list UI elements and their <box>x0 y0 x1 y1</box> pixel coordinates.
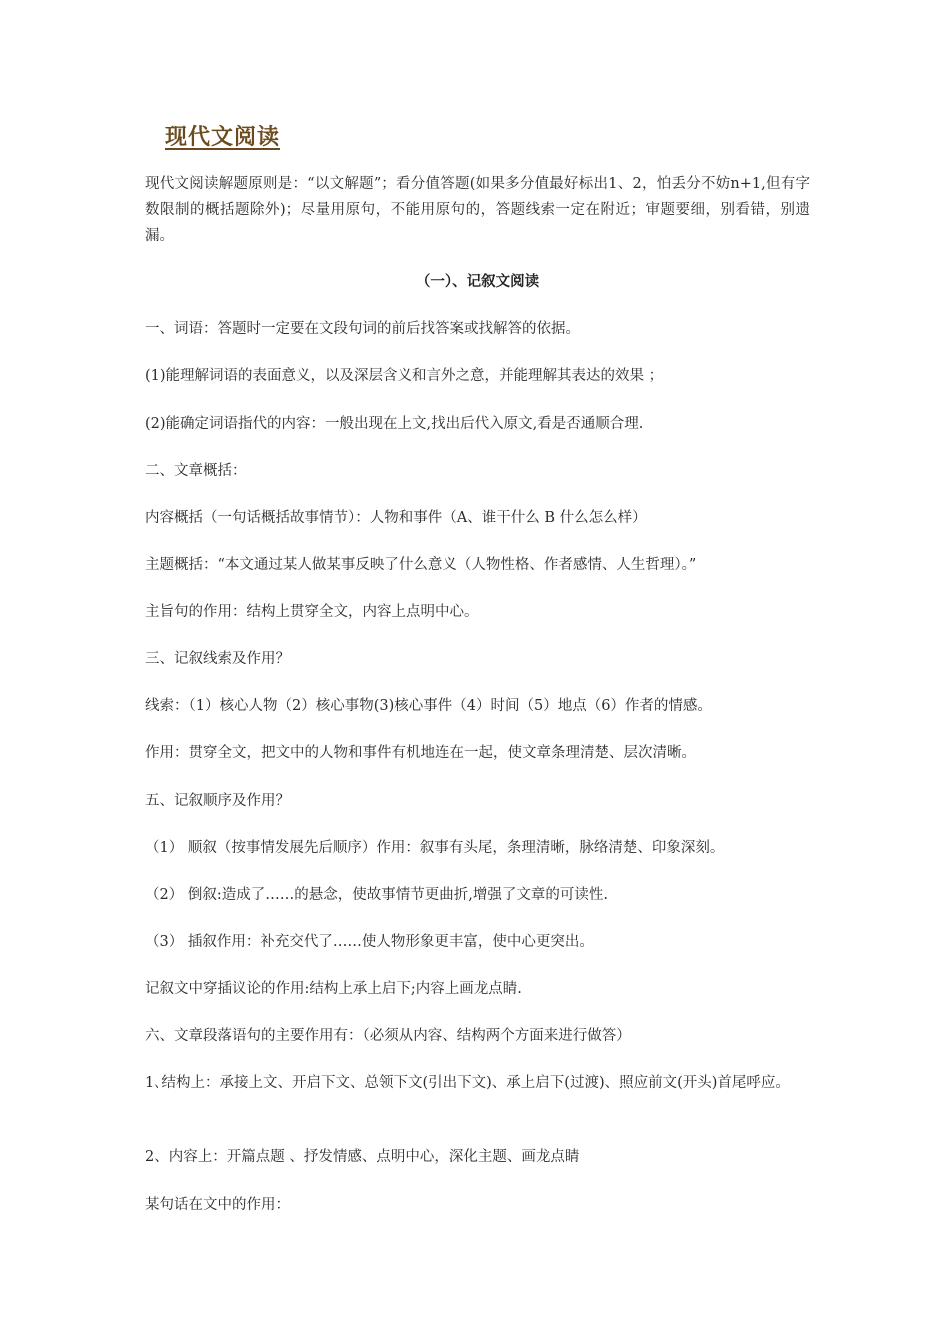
paragraph-line: 线索：（1）核心人物（2）核心事物(3)核心事件（4）时间（5）地点（6）作者的情感。 <box>145 698 712 714</box>
paragraph-line: 五、记叙顺序及作用？ <box>145 793 290 809</box>
paragraph-line: 六、文章段落语句的主要作用有：（必须从内容、结构两个方面来进行做答） <box>145 1028 631 1044</box>
paragraph-line: （3） 插叙作用：补充交代了……使人物形象更丰富，使中心更突出。 <box>145 934 594 950</box>
paragraph-line: 一、词语：答题时一定要在文段句词的前后找答案或找解答的依据。 <box>145 321 580 337</box>
paragraph-line: 记叙文中穿插议论的作用:结构上承上启下;内容上画龙点睛. <box>145 981 522 997</box>
paragraph-line: (2)能确定词语指代的内容：一般出现在上文,找出后代入原文,看是否通顺合理. <box>145 416 644 432</box>
paragraph-line: 主旨句的作用：结构上贯穿全文，内容上点明中心。 <box>145 604 479 620</box>
page-title: 现代文阅读 <box>165 125 281 150</box>
paragraph-line: 1､结构上：承接上文、开启下文、总领下文(引出下文)、承上启下(过渡)、照应前文(开头)首尾呼应。 <box>145 1075 790 1091</box>
paragraph-line: （2） 倒叙:造成了……的悬念，使故事情节更曲折,增强了文章的可读性. <box>145 887 608 903</box>
paragraph-line: （1） 顺叙（按事情发展先后顺序）作用：叙事有头尾，条理清晰，脉络清楚、印象深刻。 <box>145 840 725 856</box>
paragraph-line: (1)能理解词语的表面意义，以及深层含义和言外之意，并能理解其表达的效果 ； <box>145 368 664 384</box>
paragraph-line: 内容概括（一句话概括故事情节）：人物和事件（A、谁干什么 B 什么怎么样） <box>145 510 647 526</box>
intro-paragraph: 现代文阅读解题原则是：“以文解题”；看分值答题(如果多分值最好标出1、2，怕丢分不妨n+1,但有字数限制的概括题除外)；尽量用原句，不能用原句的，答题线索一定在附近；审题要细，别看错，别遗漏。 <box>145 176 810 244</box>
paragraph-line: 二、文章概括： <box>145 463 247 479</box>
section-heading: （一）、记叙文阅读 <box>415 274 540 290</box>
paragraph-line: 2、内容上：开篇点题 、抒发情感、点明中心，深化主题、画龙点睛 <box>145 1149 580 1165</box>
paragraph-line: 作用：贯穿全文，把文中的人物和事件有机地连在一起，使文章条理清楚、层次清晰。 <box>145 745 696 761</box>
paragraph-line: 三、记叙线索及作用？ <box>145 651 290 667</box>
paragraph-line: 主题概括：“本文通过某人做某事反映了什么意义（人物性格、作者感情、人生哲理）。” <box>145 557 697 573</box>
paragraph-line: 某句话在文中的作用： <box>145 1197 290 1213</box>
